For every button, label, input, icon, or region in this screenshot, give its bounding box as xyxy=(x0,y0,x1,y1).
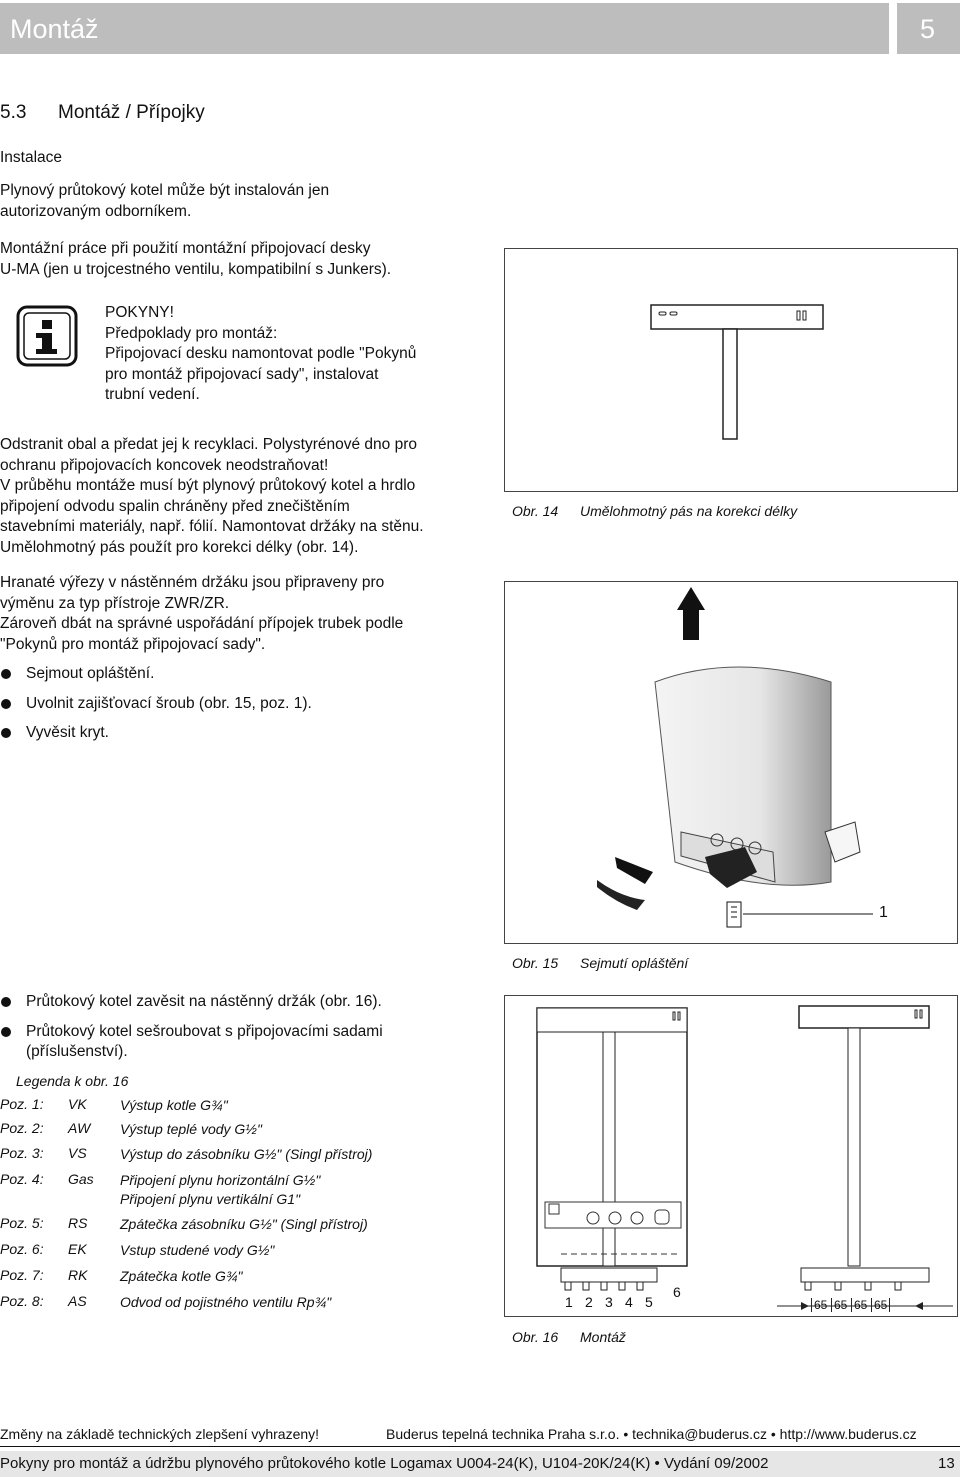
legend-desc: Zpátečka kotle G¾" xyxy=(120,1268,243,1284)
legend-pos: Poz. 2: xyxy=(0,1120,44,1136)
section-number: 5.3 xyxy=(0,102,27,123)
connector-label: 1 xyxy=(565,1294,573,1310)
legend-code: RS xyxy=(68,1215,88,1231)
legend-code: EK xyxy=(68,1241,87,1257)
dimension-label: 65 xyxy=(851,1298,869,1312)
dimension-label: 65 xyxy=(871,1298,890,1312)
figure-number: Obr. 15 xyxy=(512,955,559,971)
figure-15-caption xyxy=(512,955,688,971)
list-item: Průtokový kotel zavěsit na nástěnný držák (obr. 16). xyxy=(0,992,383,1013)
list-item: Uvolnit zajišťovací šroub (obr. 15, poz. 1). xyxy=(0,694,312,715)
connector-label: 5 xyxy=(645,1294,653,1310)
text-line: U-MA (jen u trojcestného ventilu, kompatibilní s Junkers). xyxy=(0,260,392,278)
text-line: Plynový průtokový kotel může být instalován jen xyxy=(0,182,330,199)
legend-desc: Odvod od pojistného ventilu Rp¾" xyxy=(120,1294,332,1310)
legend-title: Legenda k obr. 16 xyxy=(16,1073,129,1089)
paragraph-2 xyxy=(0,573,403,655)
list-item: Sejmout opláštění. xyxy=(0,664,312,685)
connector-label: 3 xyxy=(605,1294,613,1310)
figure-14-caption xyxy=(512,503,797,519)
legend-pos: Poz. 3: xyxy=(0,1145,44,1161)
intro-paragraph xyxy=(0,181,329,222)
text-line: autorizovaným odborníkem. xyxy=(0,202,192,220)
callout-label-1: 1 xyxy=(879,904,888,921)
section-heading xyxy=(0,102,205,124)
list-item: Vyvěsit kryt. xyxy=(0,723,312,744)
text-line: Zároveň dbát na správné uspořádání přípojek trubek podle xyxy=(0,615,404,632)
chapter-title: Montáž xyxy=(10,14,99,44)
legend-pos: Poz. 5: xyxy=(0,1215,44,1231)
text-line: Hranaté výřezy v nástěnném držáku jsou připraveny pro xyxy=(0,574,385,591)
section-title: Montáž / Přípojky xyxy=(58,102,205,123)
figure-caption-text: Montáž xyxy=(580,1329,626,1345)
text-line: Předpoklady pro montáž: xyxy=(105,324,278,342)
legend-desc: Výstup teplé vody G½" xyxy=(120,1121,262,1137)
chapter-number-box xyxy=(897,3,960,54)
wall-bracket-illustration xyxy=(505,249,957,491)
list-item: Průtokový kotel sešroubovat s připojovacími sadami xyxy=(0,1022,383,1043)
legend-code: VK xyxy=(68,1096,87,1112)
footer-disclaimer: Změny na základě technických zlepšení vyhrazeny! xyxy=(0,1426,320,1442)
figure-16-caption xyxy=(512,1329,626,1345)
page-number: 13 xyxy=(938,1455,955,1472)
legend-pos: Poz. 4: xyxy=(0,1171,44,1187)
footer-company: Buderus tepelná technika Praha s.r.o. • technika@buderus.cz • http://www.buderus.cz xyxy=(386,1426,917,1442)
connector-label: 4 xyxy=(625,1294,633,1310)
paragraph-1 xyxy=(0,435,424,558)
legend-desc xyxy=(120,1171,320,1209)
legend-pos: Poz. 1: xyxy=(0,1096,44,1112)
legend-code: AS xyxy=(68,1293,87,1309)
text-line: Montážní práce při použití montážní připojovací desky xyxy=(0,240,371,257)
boiler-mounting-illustration xyxy=(505,996,957,1316)
cover-removal-illustration xyxy=(505,582,957,943)
list-item-continuation: (příslušenství). xyxy=(26,1043,128,1060)
notice-block xyxy=(105,303,416,406)
text-line: "Pokynů pro montáž připojovací sady". xyxy=(0,635,266,653)
figure-number: Obr. 14 xyxy=(512,503,559,519)
figure-14 xyxy=(504,248,958,492)
subheading: Instalace xyxy=(0,149,63,166)
bullet-list-1 xyxy=(0,664,312,744)
legend-code: Gas xyxy=(68,1171,94,1187)
info-icon xyxy=(16,305,78,367)
legend-code: RK xyxy=(68,1267,88,1283)
bold-paragraph xyxy=(0,239,391,280)
legend-desc: Vstup studené vody G½" xyxy=(120,1242,275,1258)
text-line: připojení odvodu spalin chráněny před znečištěním xyxy=(0,497,350,515)
bullet-list-2 xyxy=(0,992,383,1063)
connector-label: 2 xyxy=(585,1294,593,1310)
text-line: Umělohmotný pás použít pro korekci délky (obr. 14). xyxy=(0,538,359,556)
text-line: Odstranit obal a předat jej k recyklaci. Polystyrénové dno pro xyxy=(0,436,417,453)
text-line: ochranu připojovacích koncovek neodstraňovat! xyxy=(0,456,329,474)
text-line: trubní vedení. xyxy=(105,386,200,403)
connector-label: 6 xyxy=(673,1284,681,1300)
figure-caption-text: Sejmutí opláštění xyxy=(580,955,689,971)
legend-desc: Výstup do zásobníku G½" (Singl přístroj) xyxy=(120,1146,373,1162)
legend-code: VS xyxy=(68,1145,87,1161)
text-line: pro montáž připojovací sady", instalovat xyxy=(105,365,379,383)
notice-title: POKYNY! xyxy=(105,304,174,321)
legend-desc-line: Připojení plynu vertikální G1" xyxy=(120,1191,301,1207)
text-line: V průběhu montáže musí být plynový průtokový kotel a hrdlo xyxy=(0,477,416,494)
legend-desc: Výstup kotle G¾" xyxy=(120,1097,228,1113)
text-line: výměnu za typ přístroje ZWR/ZR. xyxy=(0,594,230,612)
footer-bar xyxy=(0,1451,960,1477)
text-line: Připojovací desku namontovat podle "Pokynů xyxy=(105,345,417,362)
figure-16 xyxy=(504,995,958,1317)
legend-table xyxy=(0,1096,490,1316)
figure-15 xyxy=(504,581,958,944)
legend-pos: Poz. 6: xyxy=(0,1241,44,1257)
legend-code: AW xyxy=(68,1120,91,1136)
legend-desc: Zpátečka zásobníku G½" (Singl přístroj) xyxy=(120,1216,368,1232)
text-line: stavebními materiály, např. fólií. Namontovat držáky na stěnu. xyxy=(0,518,424,535)
figure-number: Obr. 16 xyxy=(512,1329,559,1345)
chapter-number: 5 xyxy=(920,14,936,44)
figure-caption-text: Umělohmotný pás na korekci délky xyxy=(580,503,798,519)
legend-pos: Poz. 7: xyxy=(0,1267,44,1283)
footer-document-title: Pokyny pro montáž a údržbu plynového průtokového kotle Logamax U004-24(K), U104-20K/24(K) • Vydání 09/2002 xyxy=(0,1455,769,1472)
chapter-header-bar xyxy=(0,3,889,54)
dimension-label: 65 xyxy=(811,1298,829,1312)
footer-divider xyxy=(0,1446,960,1447)
legend-pos: Poz. 8: xyxy=(0,1293,44,1309)
dimension-label: 65 xyxy=(831,1298,849,1312)
legend-desc-line: Připojení plynu horizontální G½" xyxy=(120,1172,321,1188)
